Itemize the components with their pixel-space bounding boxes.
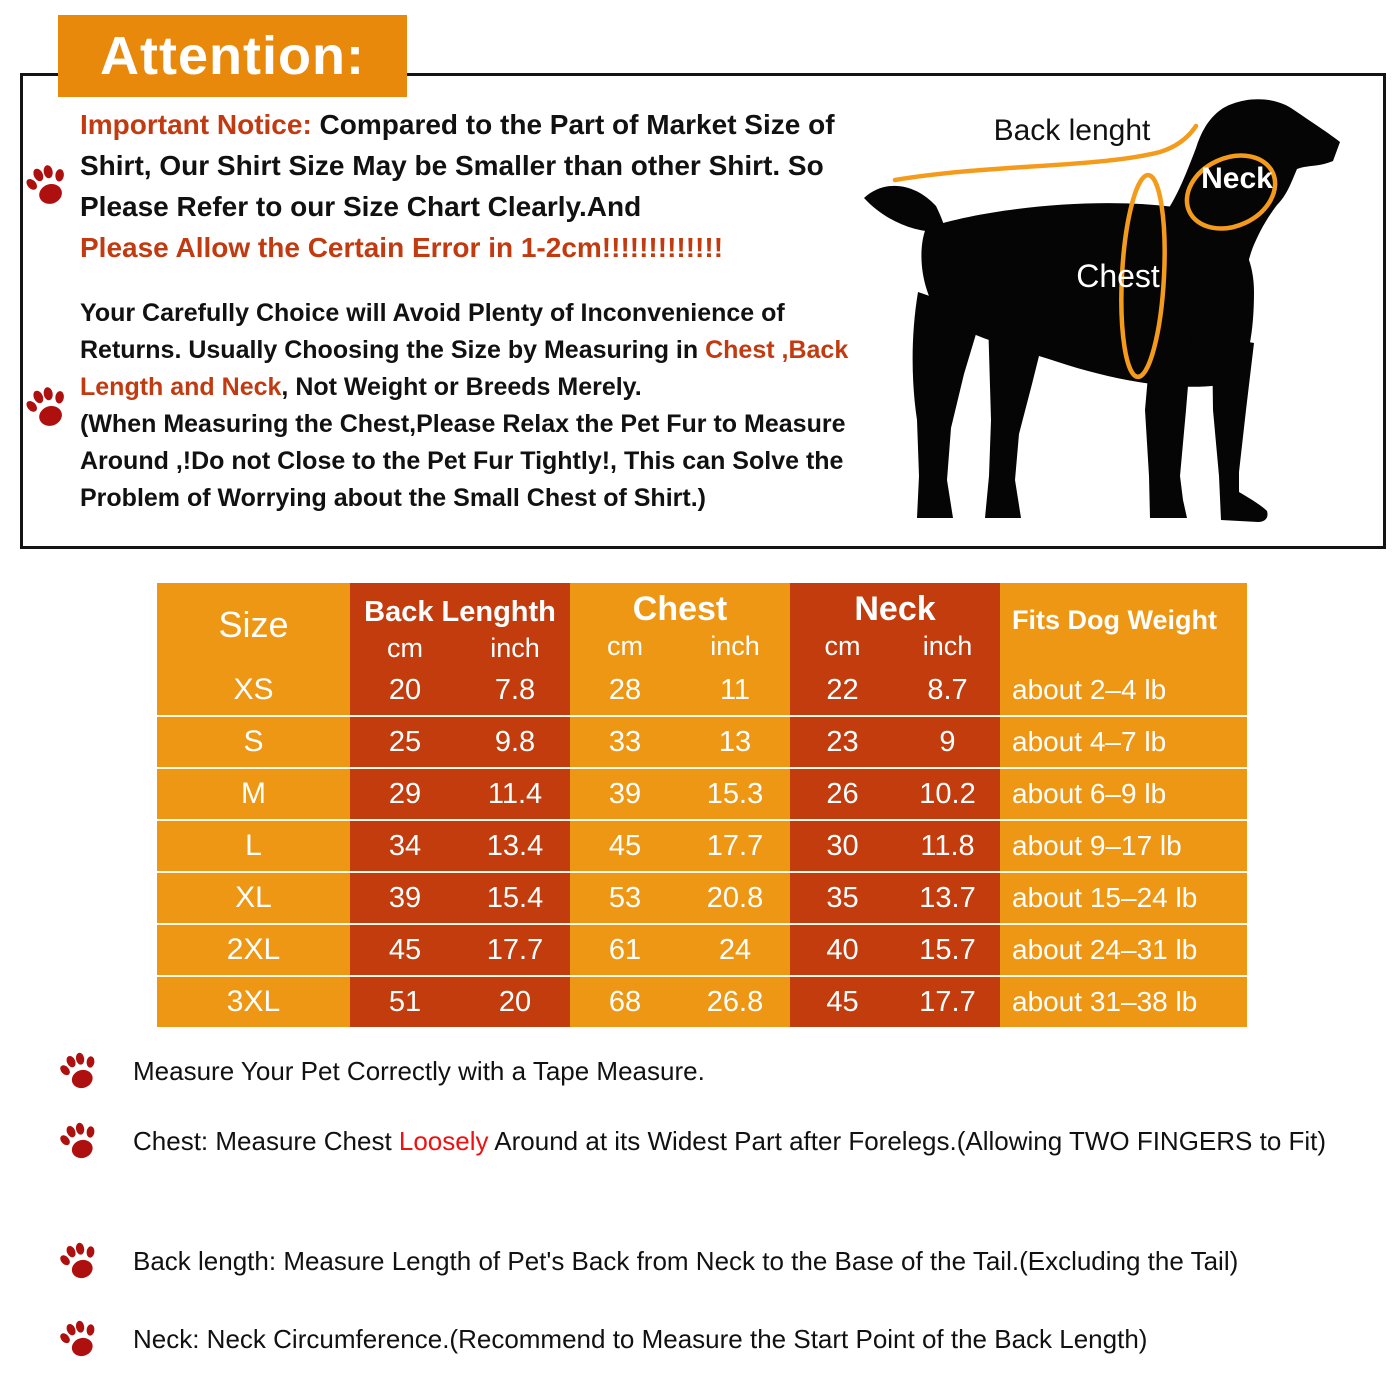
- table-cell-back_cm: 34: [350, 821, 460, 871]
- table-cell-fits: about 15–24 lb: [1000, 873, 1247, 923]
- table-cell-size: S: [157, 717, 350, 767]
- table-cell-chest_in: 13: [680, 717, 790, 767]
- table-cell-neck_cm: 22: [790, 665, 895, 715]
- table-cell-chest_in: 20.8: [680, 873, 790, 923]
- advice-measure-parts: Chest ,Back Length and Neck: [80, 336, 849, 401]
- header-chest: Chest cm inch: [570, 583, 790, 667]
- table-cell-back_cm: 45: [350, 925, 460, 975]
- dog-measurement-diagram: [860, 80, 1400, 560]
- size-table-header: [157, 583, 1247, 663]
- table-cell-neck_cm: 30: [790, 821, 895, 871]
- table-cell-back_in: 13.4: [460, 821, 570, 871]
- table-cell-chest_in: 17.7: [680, 821, 790, 871]
- table-cell-chest_cm: 39: [570, 769, 680, 819]
- table-cell-chest_cm: 61: [570, 925, 680, 975]
- table-row: [157, 871, 1247, 923]
- header-fits-dog-weight: Fits Dog Weight: [1000, 583, 1247, 667]
- important-notice-paragraph: [80, 104, 885, 268]
- advice-intro: Your Carefully Choice will Avoid Plenty of Inconvenience of Returns. Usually Choosing the Size by Measuring in: [80, 299, 785, 364]
- table-cell-size: 2XL: [157, 925, 350, 975]
- table-cell-chest_cm: 68: [570, 977, 680, 1027]
- instruction-item: [58, 1052, 1348, 1090]
- instruction-text: Neck: Neck Circumference.(Recommend to Measure the Start Point of the Back Length): [133, 1324, 1148, 1354]
- table-cell-fits: about 6–9 lb: [1000, 769, 1247, 819]
- back-length-label: Back lenght: [993, 114, 1151, 147]
- paw-icon: [58, 1316, 100, 1358]
- table-cell-fits: about 2–4 lb: [1000, 665, 1247, 715]
- table-cell-back_in: 7.8: [460, 665, 570, 715]
- table-cell-size: XL: [157, 873, 350, 923]
- table-row: [157, 923, 1247, 975]
- table-cell-back_in: 11.4: [460, 769, 570, 819]
- table-cell-chest_in: 26.8: [680, 977, 790, 1027]
- unit-inch: inch: [490, 633, 540, 663]
- paw-icon: [58, 1048, 100, 1090]
- paw-icon: [24, 160, 70, 206]
- size-table: [157, 583, 1247, 1027]
- dog-silhouette-figure: [860, 80, 1400, 560]
- instruction-text: Measure Your Pet Correctly with a Tape Measure.: [133, 1056, 705, 1086]
- table-cell-neck_in: 9: [895, 717, 1000, 767]
- table-cell-back_cm: 20: [350, 665, 460, 715]
- table-cell-neck_in: 17.7: [895, 977, 1000, 1027]
- table-cell-size: 3XL: [157, 977, 350, 1027]
- table-cell-neck_cm: 35: [790, 873, 895, 923]
- table-cell-neck_cm: 40: [790, 925, 895, 975]
- notice-text: [80, 104, 885, 517]
- instruction-item: [58, 1320, 1348, 1358]
- table-cell-back_in: 17.7: [460, 925, 570, 975]
- table-cell-chest_in: 24: [680, 925, 790, 975]
- table-cell-fits: about 4–7 lb: [1000, 717, 1247, 767]
- table-row: [157, 767, 1247, 819]
- table-row: [157, 663, 1247, 715]
- table-cell-neck_cm: 23: [790, 717, 895, 767]
- unit-cm: cm: [387, 633, 423, 663]
- unit-cm: cm: [824, 631, 861, 661]
- table-row: [157, 975, 1247, 1027]
- size-table-body: [157, 663, 1247, 1027]
- table-cell-chest_cm: 45: [570, 821, 680, 871]
- table-cell-chest_in: 15.3: [680, 769, 790, 819]
- header-back-length: Back Lenghth cm inch: [350, 583, 570, 667]
- table-cell-chest_in: 11: [680, 665, 790, 715]
- table-cell-back_cm: 51: [350, 977, 460, 1027]
- table-cell-fits: about 9–17 lb: [1000, 821, 1247, 871]
- important-notice-body: Compared to the Part of Market Size of Shirt, Our Shirt Size May be Smaller than other Shirt. So Please Refer to our Size Chart Clearly.And: [80, 109, 835, 222]
- header-size: Size: [157, 583, 350, 667]
- table-cell-neck_in: 11.8: [895, 821, 1000, 871]
- table-cell-size: L: [157, 821, 350, 871]
- table-cell-back_cm: 39: [350, 873, 460, 923]
- table-row: [157, 819, 1247, 871]
- unit-inch: inch: [922, 631, 973, 661]
- attention-banner: [58, 15, 407, 97]
- header-neck: Neck cm inch: [790, 583, 1000, 667]
- unit-inch: inch: [710, 631, 760, 661]
- advice-tail: , Not Weight or Breeds Merely.: [281, 373, 642, 401]
- attention-title: Attention:: [100, 26, 365, 86]
- table-cell-neck_in: 10.2: [895, 769, 1000, 819]
- table-cell-chest_cm: 53: [570, 873, 680, 923]
- instruction-text: Chest: Measure Chest Loosely Around at its Widest Part after Forelegs.(Allowing TWO FINGERS to Fit): [133, 1126, 1327, 1156]
- paw-icon: [58, 1118, 100, 1160]
- table-row: [157, 715, 1247, 767]
- table-cell-fits: about 24–31 lb: [1000, 925, 1247, 975]
- table-cell-size: XS: [157, 665, 350, 715]
- chest-label: Chest: [1076, 258, 1160, 294]
- table-cell-neck_in: 8.7: [895, 665, 1000, 715]
- unit-cm: cm: [607, 631, 643, 661]
- neck-label: Neck: [1201, 162, 1273, 195]
- table-cell-neck_in: 13.7: [895, 873, 1000, 923]
- table-cell-size: M: [157, 769, 350, 819]
- table-cell-back_in: 15.4: [460, 873, 570, 923]
- measuring-parenthetical: (When Measuring the Chest,Please Relax the Pet Fur to Measure Around ,!Do not Close to the Pet Fur Tightly!, This can Solve the Problem of Worrying about the Small Chest of Shirt.): [80, 410, 846, 512]
- paw-icon: [58, 1238, 100, 1280]
- table-cell-neck_cm: 45: [790, 977, 895, 1027]
- table-cell-back_cm: 29: [350, 769, 460, 819]
- table-cell-chest_cm: 33: [570, 717, 680, 767]
- instruction-item: [58, 1242, 1348, 1280]
- table-cell-back_cm: 25: [350, 717, 460, 767]
- error-allowance-note: Please Allow the Certain Error in 1-2cm!!!!!!!!!!!!!: [80, 232, 724, 263]
- instruction-text: Back length: Measure Length of Pet's Back from Neck to the Base of the Tail.(Excluding the Tail): [133, 1246, 1239, 1276]
- paw-icon: [24, 382, 70, 428]
- instruction-item: [58, 1122, 1348, 1160]
- table-cell-chest_cm: 28: [570, 665, 680, 715]
- table-cell-neck_in: 15.7: [895, 925, 1000, 975]
- choice-advice-paragraph: [80, 295, 885, 517]
- table-cell-back_in: 20: [460, 977, 570, 1027]
- table-cell-neck_cm: 26: [790, 769, 895, 819]
- table-cell-fits: about 31–38 lb: [1000, 977, 1247, 1027]
- important-notice-label: Important Notice:: [80, 109, 312, 140]
- table-cell-back_in: 9.8: [460, 717, 570, 767]
